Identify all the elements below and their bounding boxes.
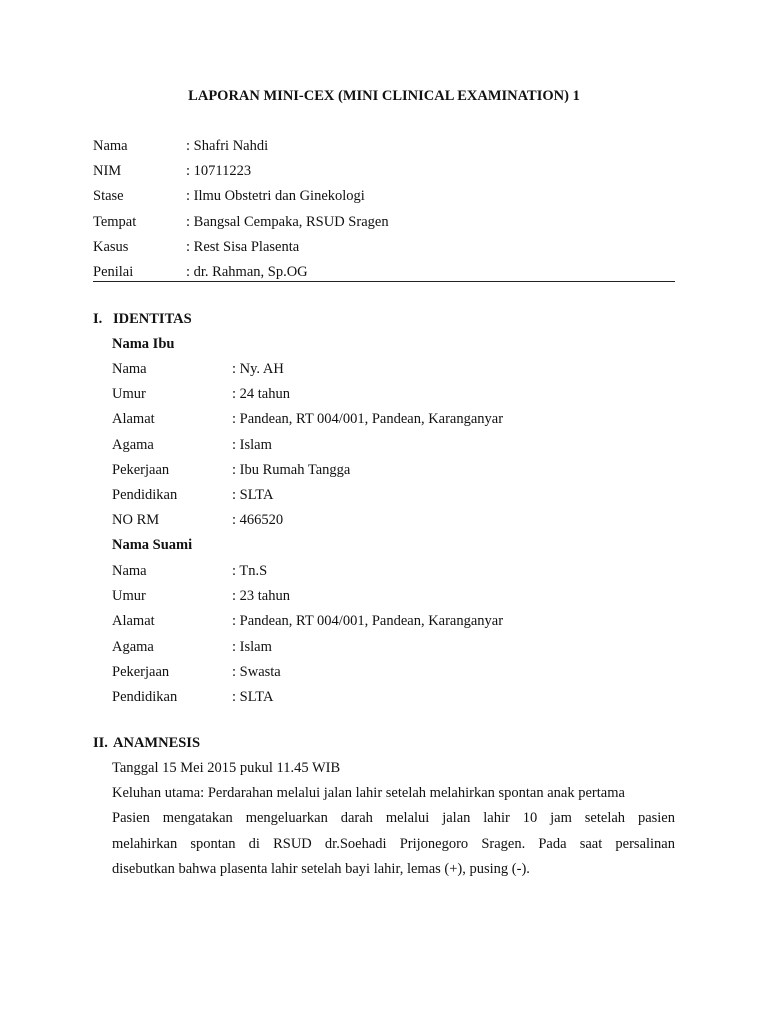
anamnesis-chief-complaint: Keluhan utama: Perdarahan melalui jalan lahir setelah melahirkan spontan anak pertama (112, 785, 625, 802)
field-value: : Pandean, RT 004/001, Pandean, Karanganyar (232, 613, 504, 630)
section-heading-identitas (93, 309, 192, 330)
field-label: Umur (112, 588, 146, 605)
field-label: Umur (112, 386, 146, 403)
field-value: : Pandean, RT 004/001, Pandean, Karanganyar (232, 411, 504, 428)
header-row-nama (93, 136, 676, 161)
field-value: : Islam (232, 638, 272, 655)
field-label: Pendidikan (112, 486, 178, 503)
ibu-row (112, 510, 672, 535)
field-value: : Islam (232, 436, 272, 453)
ibu-row (112, 435, 672, 460)
suami-row (112, 637, 672, 662)
field-label: NO RM (112, 512, 160, 529)
field-value: : 10711223 (186, 163, 252, 180)
suami-identity-list (112, 561, 672, 712)
field-label: Agama (112, 436, 154, 453)
field-value: : 24 tahun (232, 386, 290, 403)
suami-row (112, 586, 672, 611)
ibu-row (112, 409, 672, 434)
document-title: LAPORAN MINI-CEX (MINI CLINICAL EXAMINATION) 1 (188, 88, 580, 104)
field-label: Pekerjaan (112, 461, 170, 478)
header-info (93, 136, 676, 287)
section-number: II. (93, 735, 108, 751)
field-value: : Shafri Nahdi (186, 138, 269, 154)
field-label: Pendidikan (112, 688, 178, 705)
field-value: : Rest Sisa Plasenta (186, 238, 300, 255)
ibu-row (112, 359, 672, 384)
ibu-row (112, 485, 672, 510)
field-label: Nama (112, 361, 147, 377)
suami-row (112, 561, 672, 586)
header-row-kasus (93, 237, 676, 262)
field-value: : Tn.S (232, 563, 268, 579)
field-label: Penilai (93, 263, 134, 280)
subheading-nama-suami: Nama Suami (112, 537, 193, 553)
field-label: Alamat (112, 411, 155, 428)
suami-row (112, 662, 672, 687)
suami-row (112, 611, 672, 636)
section-title: IDENTITAS (113, 311, 192, 327)
anamnesis-paragraph-line: disebutkan bahwa plasenta lahir setelah bayi lahir, lemas (+), pusing (-). (112, 860, 530, 877)
field-value: : SLTA (232, 688, 274, 705)
field-value: : Ibu Rumah Tangga (232, 461, 351, 478)
header-row-stase (93, 186, 676, 211)
field-value: : Swasta (232, 663, 281, 680)
field-value: : 23 tahun (232, 588, 290, 605)
field-label: Nama (112, 563, 147, 579)
field-value: : Ilmu Obstetri dan Ginekologi (186, 188, 365, 205)
anamnesis-date: Tanggal 15 Mei 2015 pukul 11.45 WIB (112, 760, 341, 776)
header-row-nim (93, 161, 676, 186)
field-label: NIM (93, 163, 122, 180)
field-label: Alamat (112, 613, 155, 630)
field-value: : 466520 (232, 512, 284, 529)
horizontal-divider (93, 281, 675, 282)
anamnesis-paragraph-line: Pasien mengatakan mengeluarkan darah melalui jalan lahir 10 jam setelah pasien (112, 810, 675, 827)
ibu-row (112, 384, 672, 409)
section-title: ANAMNESIS (113, 735, 201, 751)
field-value: : SLTA (232, 486, 274, 503)
field-label: Nama (93, 138, 128, 154)
field-label: Agama (112, 638, 154, 655)
section-number: I. (93, 311, 103, 327)
ibu-identity-list (112, 359, 672, 535)
suami-row (112, 687, 672, 712)
header-row-tempat (93, 212, 676, 237)
ibu-row (112, 460, 672, 485)
field-label: Pekerjaan (112, 663, 170, 680)
anamnesis-paragraph-line: melahirkan spontan di RSUD dr.Soehadi Prijonegoro Sragen. Pada saat persalinan (112, 835, 675, 852)
field-value: : Ny. AH (232, 361, 284, 377)
field-label: Stase (93, 188, 124, 205)
field-value: : dr. Rahman, Sp.OG (186, 263, 308, 280)
field-label: Tempat (93, 213, 137, 230)
anamnesis-body (112, 756, 675, 882)
header-row-penilai (93, 262, 676, 287)
field-label: Kasus (93, 238, 129, 255)
field-value: : Bangsal Cempaka, RSUD Sragen (186, 213, 389, 230)
subheading-nama-ibu: Nama Ibu (112, 336, 175, 352)
section-heading-anamnesis (93, 733, 200, 754)
